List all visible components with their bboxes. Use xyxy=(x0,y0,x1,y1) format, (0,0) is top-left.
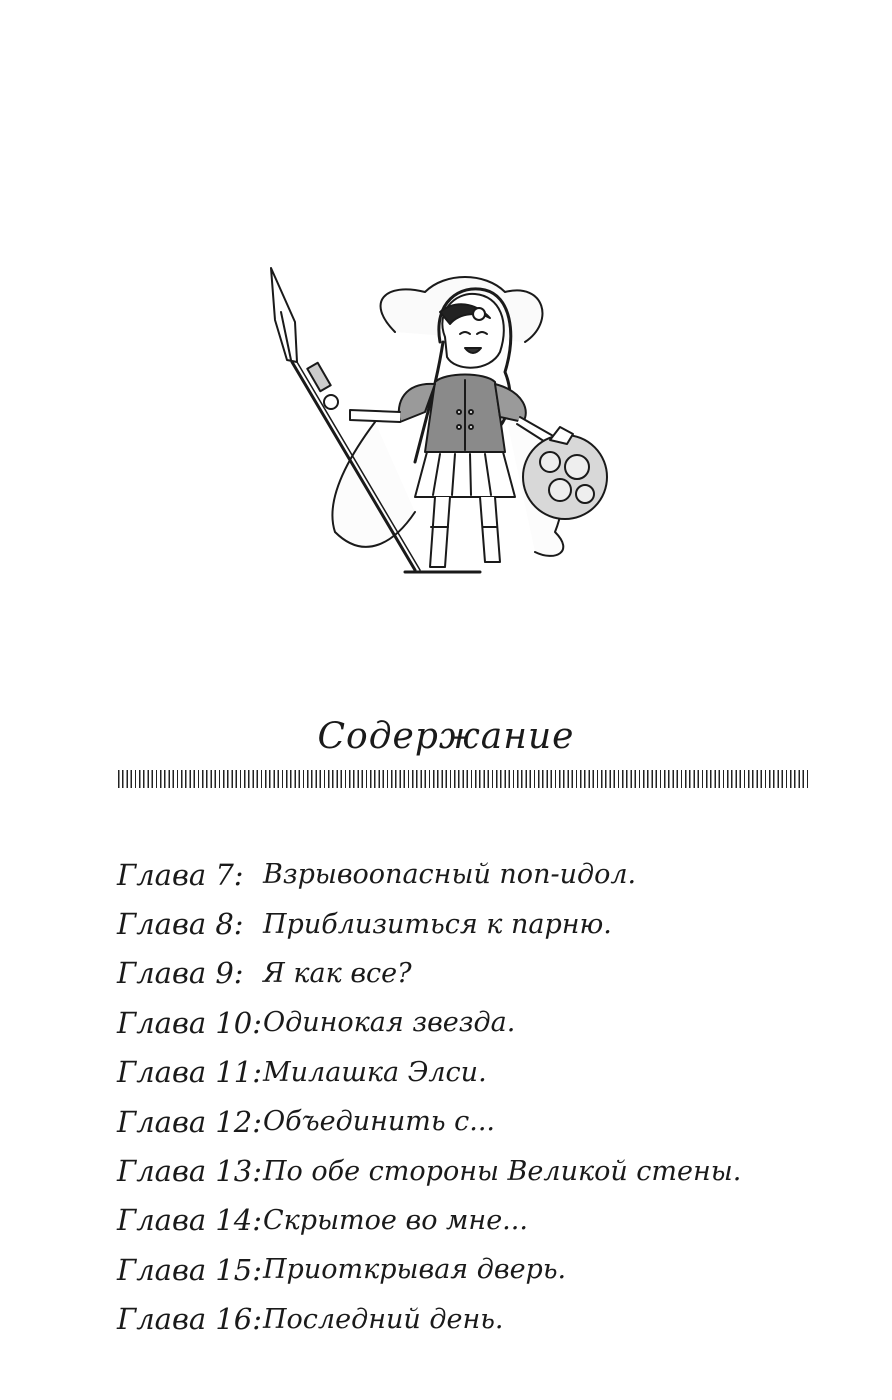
chapter-title: Я как все? xyxy=(263,957,412,989)
chapter-title: Последний день. xyxy=(263,1303,504,1335)
chapter-label: Глава 8: xyxy=(117,907,244,942)
toc-entry-chapter-10 xyxy=(117,998,741,1047)
toc-list xyxy=(117,850,741,1344)
toc-entry-chapter-7 xyxy=(117,850,741,899)
chapter-title: По обе стороны Великой стены. xyxy=(263,1155,742,1187)
toc-heading: Содержание xyxy=(317,716,575,757)
toc-entry-chapter-8 xyxy=(117,899,741,948)
chapter-title: Скрытое во мне... xyxy=(263,1204,528,1236)
chapter-label: Глава 14: xyxy=(117,1203,263,1238)
decorative-divider xyxy=(118,770,810,788)
toc-entry-chapter-16 xyxy=(117,1295,741,1344)
toc-entry-chapter-12 xyxy=(117,1097,741,1146)
chapter-title: Милашка Элси. xyxy=(263,1056,487,1088)
chapter-title: Объединить с... xyxy=(263,1106,496,1138)
chapter-title: Приоткрывая дверь. xyxy=(263,1254,567,1286)
toc-entry-chapter-14 xyxy=(117,1196,741,1245)
chapter-label: Глава 9: xyxy=(117,956,244,991)
chapter-title: Приблизиться к парню. xyxy=(263,908,612,940)
character-illustration xyxy=(255,262,625,582)
chapter-title: Одинокая звезда. xyxy=(263,1007,516,1039)
chapter-label: Глава 13: xyxy=(117,1154,263,1189)
chapter-label: Глава 12: xyxy=(117,1104,263,1139)
chapter-title: Взрывоопасный поп-идол. xyxy=(263,859,637,891)
toc-entry-chapter-15 xyxy=(117,1245,741,1294)
chapter-label: Глава 10: xyxy=(117,1005,263,1040)
chapter-label: Глава 15: xyxy=(117,1252,263,1287)
toc-entry-chapter-11 xyxy=(117,1048,741,1097)
chapter-label: Глава 16: xyxy=(117,1302,263,1337)
toc-entry-chapter-9 xyxy=(117,949,741,998)
chapter-label: Глава 7: xyxy=(117,857,244,892)
chapter-label: Глава 11: xyxy=(117,1055,263,1090)
toc-entry-chapter-13 xyxy=(117,1146,741,1195)
